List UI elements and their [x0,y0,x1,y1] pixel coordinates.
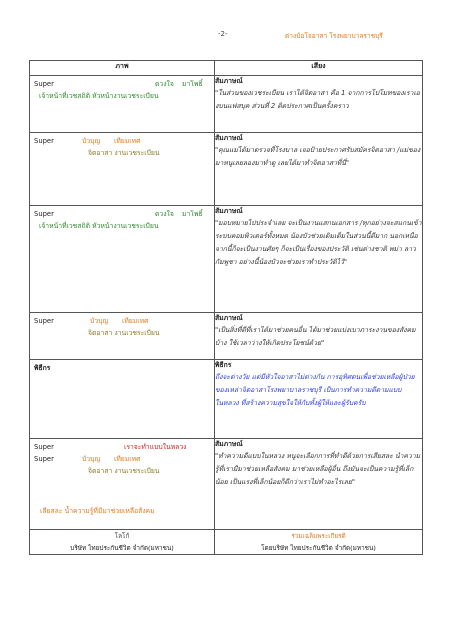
person-first-name: บัวบุญ [90,317,109,325]
audio-label: สัมภาษณ์ [215,314,243,322]
audio-label: สัมภาษณ์ [215,77,243,85]
document-title: ต่างบ้อโจอาสา โรงพยาบาลราชบุรี [285,32,383,40]
visual-cell [30,76,215,133]
super-label: Super [34,80,54,88]
audio-text: ถึงจะต่างวัย แต่มีหัวใจอาสาไม่ต่างกัน การอุทิศตนเพื่อช่วยเหลือผู้ป่วยของเหล่าจิตอาสาโรงพยาบาลราชบุรี เป็นการทำความดีตามแบบในหลวง ที่สร้างความสุขใจให้กับทั้งผู้ให้และผู้รับครับ [215,373,415,407]
person-last-name: เทียมเทศ [114,137,141,145]
super-label: Super [34,137,54,145]
table-row [30,76,423,133]
company-name: โดยบริษัท ไทยประกันชีวิต จำกัด(มหาชน) [261,544,376,552]
super-label: Super [34,317,54,325]
page-number: -2- [218,30,228,38]
table-row [30,360,423,439]
visual-cell [30,313,215,360]
person-last-name: มาโพธิ์ [182,210,203,218]
page-header [0,30,452,44]
person-role: จิตอาสา งานเวชระเบียน [88,149,160,157]
table-row [30,530,423,555]
slogan: เราจะทำแบบในหลวง [124,443,187,451]
audio-text: "เป็นสิ่งที่ดีที่เราได้มาช่วยคนอื่น ได้มาช่วยแบ่งเบาภาระงานของสังคมบ้าง ใช้เวลาว่างให้เกิดประโยชน์ด้วย" [215,326,416,347]
person-role: จิตอาสา งานเวชระเบียน [88,467,160,475]
host-label: พิธีกร [34,364,51,372]
person-first-name: บัวบุญ [82,137,101,145]
logo-label: โลโก้ [114,532,130,540]
person-last-name: เทียมเทศ [114,455,141,463]
person-role: จิตอาสา งานเวชระเบียน [88,329,160,337]
person-last-name: เทียมเทศ [122,317,149,325]
super-label: Super [34,210,54,218]
table-row [30,313,423,360]
visual-cell [30,206,215,313]
audio-text: "ทำความดีแบบในหลวง หนูจะเลือกการที่ทำดีด้วยการเสียสละ นำความรู้ที่เรามีมาช่วยเหลือสังคม มาช่วยเหลือผู้อื่น ถึงมันจะเป็นความรู้ที่เล็กน้อย เป็นแรงที่เล็กน้อยก็ดีกว่าเราไม่ทำอะไรเลย" [215,452,421,486]
tribute-label: ร่วมเฉลิมพระเกียรติ [291,532,346,540]
table-row [30,439,423,530]
person-role: เจ้าหน้าที่เวชสถิติ หัวหน้างานเวชระเบียน [39,92,159,100]
audio-text: "คุณแม่ได้มาตรวจที่โรงบาล เจอป้ายประกาศรับสมัครจิตอาสา /แม่ของมาหนูเลยลองมาทำดู เลยได้มาทำจิตอาสาที่นี่" [215,146,421,167]
visual-cell [30,133,215,206]
person-last-name: มาโพธิ์ [182,80,203,88]
column-header-audio: เสียง [215,61,423,76]
footer-left [30,530,215,555]
super-label: Super [34,455,54,463]
audio-cell [215,360,423,439]
audio-cell [215,439,423,530]
audio-cell [215,313,423,360]
audio-cell [215,76,423,133]
super-label: Super [34,443,54,451]
person-first-name: บัวบุญ [82,455,101,463]
audio-text: "ในส่วนของเวชระเบียน เราได้จิตอาสา คือ 1 จากการโปโมทของเราเองบนแฟสบุค ส่วนที่ 2 ติดประกาศเป็นครั้งคราว [215,89,420,110]
table-row [30,206,423,313]
audio-cell [215,133,423,206]
audio-label: สัมภาษณ์ [215,207,243,215]
audio-label: สัมภาษณ์ [215,440,243,448]
person-role: เจ้าหน้าที่เวชสถิติ หัวหน้างานเวชระเบียน [39,222,159,230]
audio-cell [215,206,423,313]
audio-text: "มอบหมายไปประจำเลย จะเป็นงานแสกนเอกสาร /ทุกอย่างจะสแกนเข้าระบบคอมพิวเตอร์ทั้งหมด น้องบัวช่วยเติมเต็มในส่วนนี้ดีมาก นอกเหนือจากนี้ก็จะเป็นงานศัยๆ ก็จะเป็นเรื่องของประวัติ เช่นต่างชาติ พม่า ลาว กัมพูชา อย่างนี้น้องบัวจะช่วยเราทำประวัติไว้" [215,219,422,266]
table-row [30,133,423,206]
column-header-visual: ภาพ [30,61,215,76]
footer-right [215,530,423,555]
caption-note: เสียสละ น้ำความรู้ที่มีมาช่วยเหลือสังคม [40,507,155,515]
visual-cell [30,439,215,530]
company-name: บริษัท ไทยประกันชีวิต จำกัด(มหาชน) [70,544,174,552]
person-first-name: ดวงใจ [155,80,174,88]
visual-cell [30,360,215,439]
person-first-name: ดวงใจ [155,210,174,218]
audio-label: สัมภาษณ์ [215,134,243,142]
script-table [29,60,423,555]
audio-label: พิธีกร [215,361,232,369]
